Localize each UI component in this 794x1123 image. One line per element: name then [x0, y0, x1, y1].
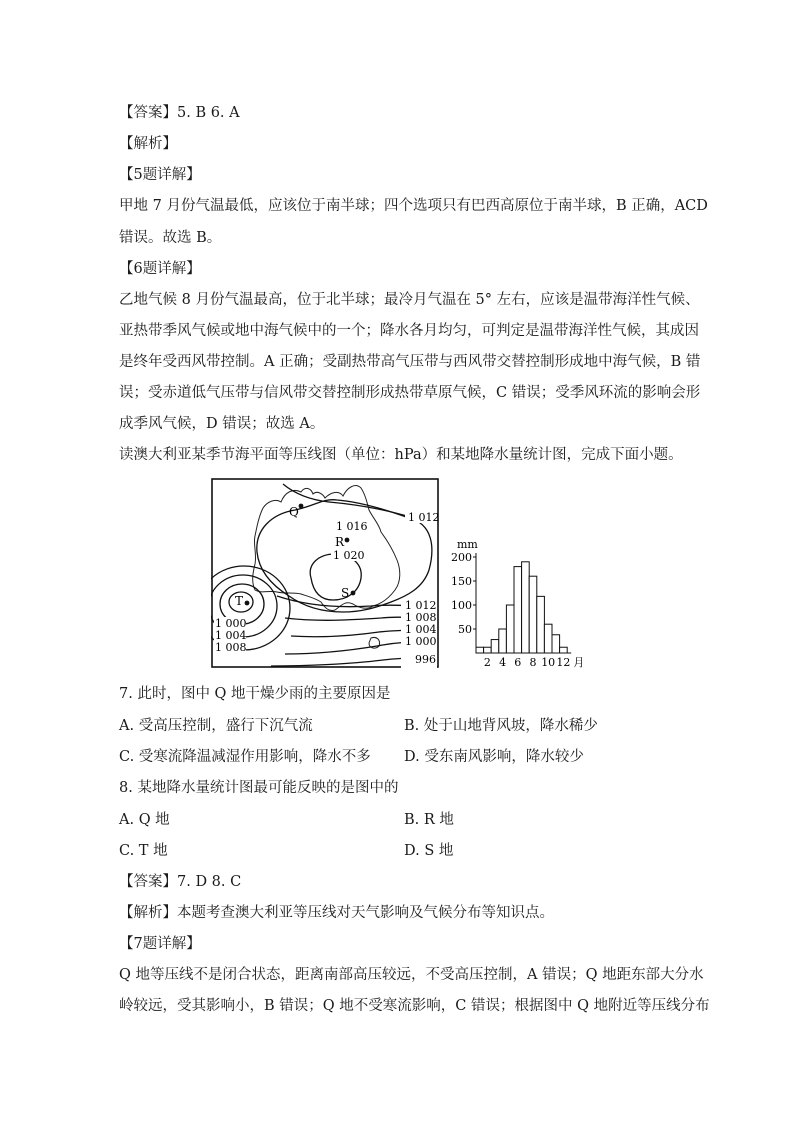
isobar-label: 1 008: [215, 641, 247, 654]
point-r-marker: [345, 538, 350, 543]
q8-option-c[interactable]: C. T 地: [119, 843, 168, 859]
q6-heading: 【6题详解】: [119, 261, 201, 277]
q5-heading: 【5题详解】: [119, 167, 201, 183]
chart-bar: [552, 635, 560, 653]
q7-heading: 【7题详解】: [119, 936, 201, 952]
chart-y-tick-label: 200: [451, 551, 472, 564]
chart-y-tick-label: 150: [451, 575, 472, 588]
q7-option-a[interactable]: A. 受高压控制，盛行下沉气流: [119, 718, 313, 734]
point-t-marker: [245, 601, 250, 606]
q7-option-b[interactable]: B. 处于山地背风坡，降水稀少: [404, 718, 598, 734]
point-t-label: T: [235, 594, 244, 608]
isobar-label: 1 008: [405, 611, 437, 624]
chart-bar: [484, 647, 492, 653]
q6-text-line: 亚热带季风气候或地中海气候中的一个；降水各月均匀，可判定是温带海洋性气候，其成因: [119, 323, 699, 339]
point-s-marker: [351, 591, 356, 596]
chart-x-tick-label: 10: [541, 656, 556, 669]
q78-answer: 【答案】7. D 8. C: [119, 874, 242, 890]
q5-text-line: 错误。故选 B。: [119, 230, 222, 246]
q56-answer: 【答案】5. B 6. A: [119, 105, 240, 121]
chart-ylabel: mm: [457, 538, 478, 551]
point-r-label: R: [335, 535, 345, 549]
precipitation-chart: [451, 538, 584, 669]
isobar-label: 1 012: [405, 599, 437, 612]
chart-bar: [560, 647, 568, 653]
chart-y-tick-label: 100: [451, 599, 472, 612]
q6-text-line: 是终年受西风带控制。A 正确；受副热带高气压带与西风带交替控制形成地中海气候，B 错: [119, 354, 701, 370]
q8-option-b[interactable]: B. R 地: [404, 812, 454, 828]
chart-bar: [476, 647, 484, 653]
chart-bar: [544, 624, 552, 653]
chart-bar: [529, 576, 537, 653]
isobar-label: 1 000: [405, 635, 437, 648]
point-q-marker: [299, 504, 304, 509]
figure-svg: [211, 478, 621, 674]
q7-option-c[interactable]: C. 受寒流降温减湿作用影响，降水不多: [119, 749, 371, 765]
q8-option-d[interactable]: D. S 地: [404, 843, 454, 859]
point-q-label: Q: [289, 505, 299, 519]
chart-bar: [514, 567, 522, 653]
isobar-label: 1 000: [215, 617, 247, 630]
isobar-label: 996: [415, 653, 436, 666]
point-s-label: S: [341, 586, 350, 600]
isobar-label: 1 004: [405, 623, 437, 636]
chart-bar: [499, 629, 507, 653]
chart-bar: [537, 596, 545, 653]
q6-text-line: 乙地气候 8 月份气温最高，位于北半球；最冷月气温在 5° 左右，应该是温带海洋性气候、: [119, 292, 700, 308]
q7-text-line: Q 地等压线不是闭合状态，距离南部高压较远，不受高压控制，A 错误；Q 地距东部大分水: [119, 967, 704, 983]
analysis-heading: 【解析】: [119, 136, 177, 152]
figure: [211, 478, 621, 678]
chart-bar: [522, 562, 530, 653]
q8-option-a[interactable]: A. Q 地: [119, 812, 170, 828]
isobar-label: 1 012: [408, 511, 440, 524]
isobar-map: [211, 479, 440, 669]
q6-text-line: 误；受赤道低气压带与信风带交替控制形成热带草原气候，C 错误；受季风环流的影响会形: [119, 385, 701, 401]
isobar-label: 1 020: [333, 549, 365, 562]
q6-text-line: 成季风气候，D 错误；故选 A。: [119, 416, 325, 432]
q7-text-line: 岭较远，受其影响小，B 错误；Q 地不受寒流影响，C 错误；根据图中 Q 地附近等压线分布: [119, 998, 710, 1014]
chart-x-tick-label: 4: [499, 656, 507, 669]
q7-option-d[interactable]: D. 受东南风影响，降水较少: [404, 749, 584, 765]
chart-bar: [491, 640, 499, 653]
chart-x-tick-label: 8: [529, 656, 537, 669]
chart-x-unit: 月: [573, 656, 585, 669]
q5-text-line: 甲地 7 月份气温最低，应该位于南半球；四个选项只有巴西高原位于南半球，B 正确，ACD: [119, 198, 708, 214]
chart-bar: [506, 605, 514, 653]
q7-stem: 7. 此时，图中 Q 地干燥少雨的主要原因是: [119, 686, 391, 702]
figure-intro: 读澳大利亚某季节海平面等压线图（单位：hPa）和某地降水量统计图，完成下面小题。: [119, 447, 683, 463]
isobar-label: 1 016: [336, 520, 368, 533]
chart-y-tick-label: 50: [458, 623, 472, 636]
isobar-label: 1 004: [215, 629, 247, 642]
q78-analysis: 【解析】本题考查澳大利亚等压线对天气影响及气候分布等知识点。: [119, 905, 554, 921]
chart-x-tick-label: 6: [514, 656, 522, 669]
chart-x-tick-label: 12: [556, 656, 571, 669]
q8-stem: 8. 某地降水量统计图最可能反映的是图中的: [119, 780, 399, 796]
chart-x-tick-label: 2: [483, 656, 491, 669]
